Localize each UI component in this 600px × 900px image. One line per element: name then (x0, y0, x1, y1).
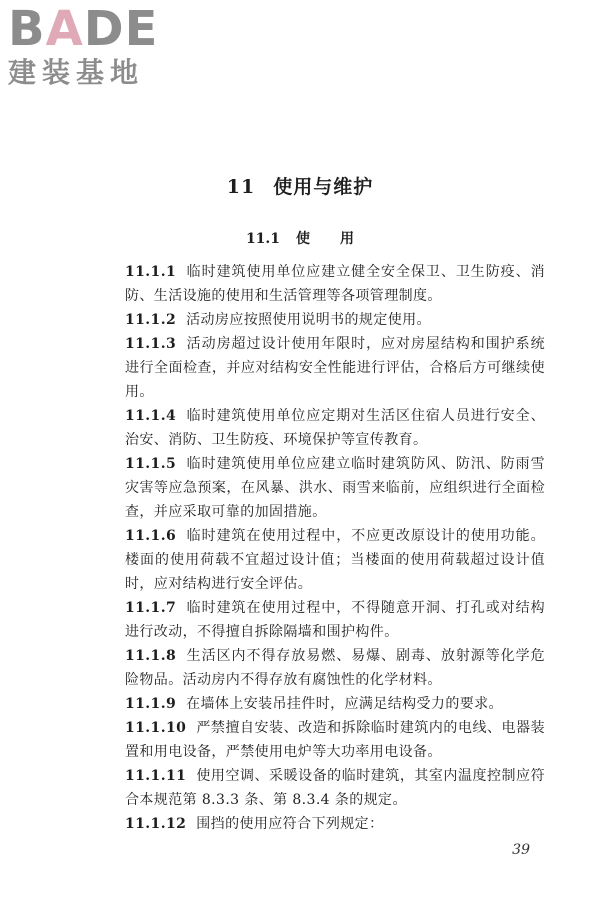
clause-text: 临时建筑在使用过程中，不得随意开洞、打孔或对结构进行改动，不得擅自拆除隔墙和围护构件。 (125, 600, 545, 640)
clause-number: 11.1.11 (125, 768, 187, 784)
clause-11-1-10 (125, 716, 545, 764)
clause-text: 临时建筑使用单位应建立临时建筑防风、防汛、防雨雪灾害等应急预案，在风暴、洪水、雨雪来临前，应组织进行全面检查，并应采取可靠的加固措施。 (125, 456, 545, 520)
clause-text: 活动房应按照使用说明书的规定使用。 (186, 312, 431, 328)
clause-11-1-5 (125, 452, 545, 524)
watermark-logo (8, 1, 183, 89)
clause-text: 临时建筑使用单位应定期对生活区住宿人员进行安全、治安、消防、卫生防疫、环境保护等宣传教育。 (125, 408, 545, 448)
section-name: 使用 (296, 231, 385, 247)
clause-number: 11.1.5 (125, 456, 177, 472)
clause-text: 严禁擅自安装、改造和拆除临时建筑内的电线、电器装置和用电设备，严禁使用电炉等大功率用电设备。 (125, 720, 545, 760)
clause-number: 11.1.8 (125, 648, 177, 664)
clause-number: 11.1.2 (125, 312, 177, 328)
clause-11-1-1 (125, 260, 545, 308)
clause-11-1-11 (125, 764, 545, 812)
clause-text: 使用空调、采暖设备的临时建筑，其室内温度控制应符合本规范第 8.3.3 条、第 8.3.4 条的规定。 (125, 768, 545, 808)
section-title (0, 228, 600, 248)
clause-11-1-7 (125, 596, 545, 644)
clause-number: 11.1.7 (125, 600, 177, 616)
clause-number: 11.1.9 (125, 696, 177, 712)
clause-number: 11.1.12 (125, 816, 187, 832)
clause-number: 11.1.3 (125, 336, 177, 352)
page-number: 39 (512, 842, 530, 858)
watermark-subtitle: 建装基地 (8, 56, 145, 89)
clause-text: 活动房超过设计使用年限时，应对房屋结构和围护系统进行全面检查，并应对结构安全性能进行评估，合格后方可继续使用。 (125, 336, 545, 400)
clause-text: 生活区内不得存放易燃、易爆、剧毒、放射源等化学危险物品。活动房内不得存放有腐蚀性的化学材料。 (125, 648, 545, 688)
clause-number: 11.1.10 (125, 720, 187, 736)
watermark-brand: BADE (8, 1, 159, 57)
clause-number: 11.1.6 (125, 528, 177, 544)
clause-11-1-3 (125, 332, 545, 404)
clause-11-1-6 (125, 524, 545, 596)
chapter-number: 11 (226, 176, 256, 198)
clause-number: 11.1.4 (125, 408, 177, 424)
clause-11-1-2 (125, 308, 545, 332)
clause-11-1-12 (125, 812, 545, 836)
section-number: 11.1 (245, 231, 281, 247)
clause-text: 在墙体上安装吊挂件时，应满足结构受力的要求。 (186, 696, 503, 712)
clause-text: 临时建筑在使用过程中，不应更改原设计的使用功能。楼面的使用荷载不宜超过设计值；当楼面的使用荷载超过设计值时，应对结构进行安全评估。 (125, 528, 545, 592)
clause-11-1-8 (125, 644, 545, 692)
clause-11-1-4 (125, 404, 545, 452)
clause-text: 围挡的使用应符合下列规定： (196, 816, 384, 832)
clause-text: 临时建筑使用单位应建立健全安全保卫、卫生防疫、消防、生活设施的使用和生活管理等各项管理制度。 (125, 264, 545, 304)
clause-11-1-9 (125, 692, 545, 716)
chapter-name: 使用与维护 (273, 176, 374, 198)
chapter-title (0, 172, 600, 199)
clause-list (125, 260, 545, 836)
clause-number: 11.1.1 (125, 264, 177, 280)
